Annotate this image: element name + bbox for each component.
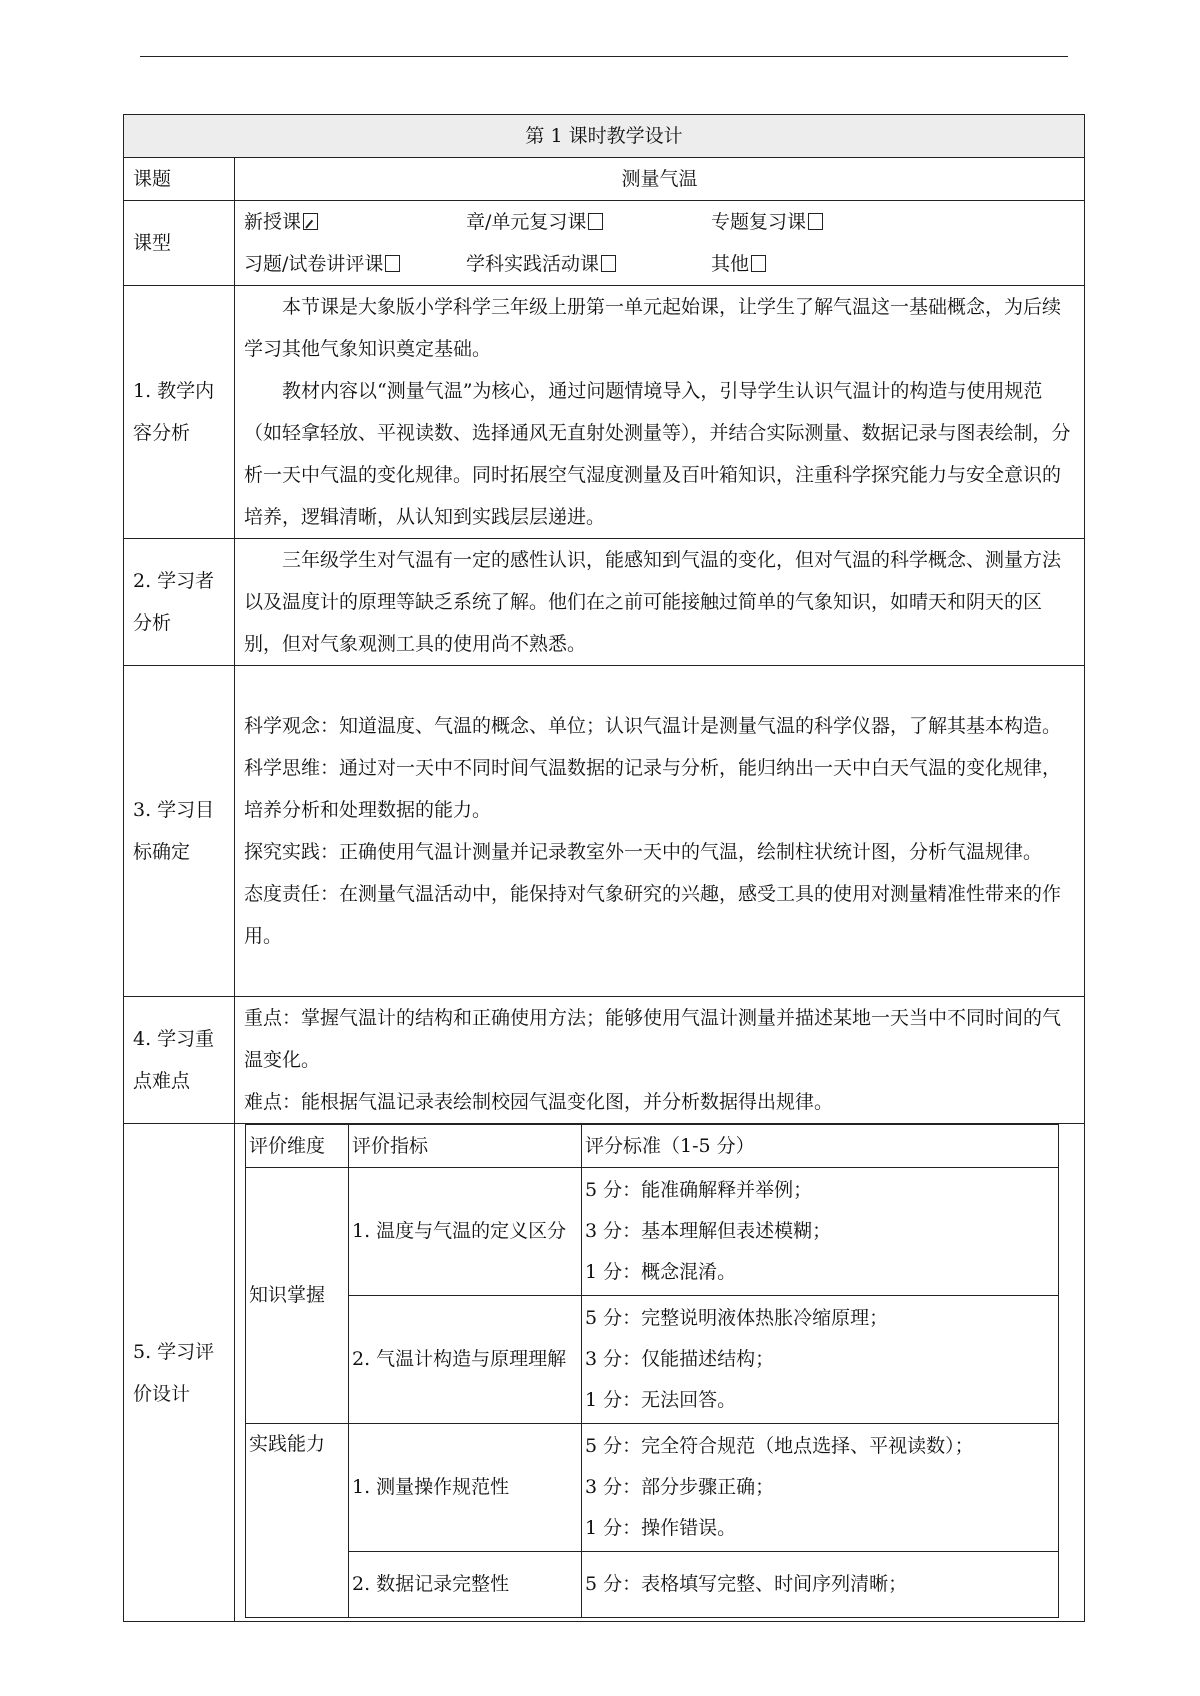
eval-header: 评分标准（1-5 分） [582,1125,1059,1168]
lesson-design-table [123,114,1085,1622]
evaluation-label: 5. 学习评 价设计 [124,1124,235,1622]
checkbox-icon[interactable] [588,213,603,230]
eval-header: 评价指标 [349,1125,582,1168]
eval-indicator: 2. 气温计构造与原理理解 [349,1296,582,1424]
type-label: 课型 [124,201,235,286]
table-title: 第 1 课时教学设计 [124,115,1085,158]
learner-analysis-label: 2. 学习者 分析 [124,539,235,666]
type-option-topic-review[interactable]: 专题复习课 [711,201,911,243]
type-option-other[interactable]: 其他 [711,243,911,285]
eval-criteria: 5 分：表格填写完整、时间序列清晰； [582,1552,1059,1618]
objective-item: 探究实践：正确使用气温计测量并记录教室外一天中的气温，绘制柱状统计图，分析气温规律。 [244,841,1043,863]
type-options [235,201,1085,286]
eval-dimension: 知识掌握 [246,1168,349,1424]
type-option-unit-review[interactable]: 章/单元复习课 [466,201,711,243]
checked-box-icon[interactable] [303,213,318,230]
eval-indicator: 2. 数据记录完整性 [349,1552,582,1618]
type-option-practice[interactable]: 学科实践活动课 [466,243,711,285]
checkbox-icon[interactable] [808,213,823,230]
eval-criteria: 5 分：完整说明液体热胀冷缩原理； 3 分：仅能描述结构； 1 分：无法回答。 [582,1296,1059,1424]
evaluation-table [245,1124,1059,1618]
topic-label: 课题 [124,158,235,201]
objectives-text [235,666,1085,997]
objective-item: 科学观念：知道温度、气温的概念、单位；认识气温计是测量气温的科学仪器，了解其基本构造。 [244,715,1062,737]
eval-indicator: 1. 测量操作规范性 [349,1424,582,1552]
key-points-label: 4. 学习重 点难点 [124,997,235,1124]
topic-value: 测量气温 [235,158,1085,201]
objectives-label: 3. 学习目 标确定 [124,666,235,997]
eval-header: 评价维度 [246,1125,349,1168]
type-option-new[interactable]: 新授课 [244,201,466,243]
objective-item: 态度责任：在测量气温活动中，能保持对气象研究的兴趣，感受工具的使用对测量精准性带来的作用。 [244,883,1062,947]
checkbox-icon[interactable] [385,255,400,272]
checkbox-icon[interactable] [601,255,616,272]
eval-criteria: 5 分：能准确解释并举例； 3 分：基本理解但表述模糊； 1 分：概念混淆。 [582,1168,1059,1296]
content-analysis-label: 1. 教学内 容分析 [124,286,235,539]
learner-analysis-text: 三年级学生对气温有一定的感性认识，能感知到气温的变化，但对气温的科学概念、测量方法以及温度计的原理等缺乏系统了解。他们在之前可能接触过简单的气象知识，如晴天和阴天的区别，但对气象观测工具的使用尚不熟悉。 [235,539,1085,666]
eval-criteria: 5 分：完全符合规范（地点选择、平视读数）； 3 分：部分步骤正确； 1 分：操作错误。 [582,1424,1059,1552]
objective-item: 科学思维：通过对一天中不同时间气温数据的记录与分析，能归纳出一天中白天气温的变化规律，培养分析和处理数据的能力。 [244,757,1062,821]
key-point-item: 重点：掌握气温计的结构和正确使用方法；能够使用气温计测量并描述某地一天当中不同时间的气温变化。 [244,1007,1062,1071]
eval-dimension: 实践能力 [246,1424,349,1618]
type-option-exercise[interactable]: 习题/试卷讲评课 [244,243,466,285]
key-point-item: 难点：能根据气温记录表绘制校园气温变化图，并分析数据得出规律。 [244,1091,834,1113]
key-points-text [235,997,1085,1124]
eval-indicator: 1. 温度与气温的定义区分 [349,1168,582,1296]
header-rule [140,56,1068,57]
evaluation-cell [235,1124,1085,1622]
content-analysis-text: 本节课是大象版小学科学三年级上册第一单元起始课，让学生了解气温这一基础概念，为后续学习其他气象知识奠定基础。 教材内容以“测量气温”为核心，通过问题情境导入，引导学生认识气温计的构造与使用规范（如轻拿轻放、平视读数、选择通风无直射处测量等），并结合实际测量、数据记录与图表绘制，分析一天中气温的变化规律。同时拓展空气湿度测量及百叶箱知识，注重科学探究能力与安全意识的培养，逻辑清晰，从认知到实践层层递进。 [235,286,1085,539]
checkbox-icon[interactable] [751,255,766,272]
